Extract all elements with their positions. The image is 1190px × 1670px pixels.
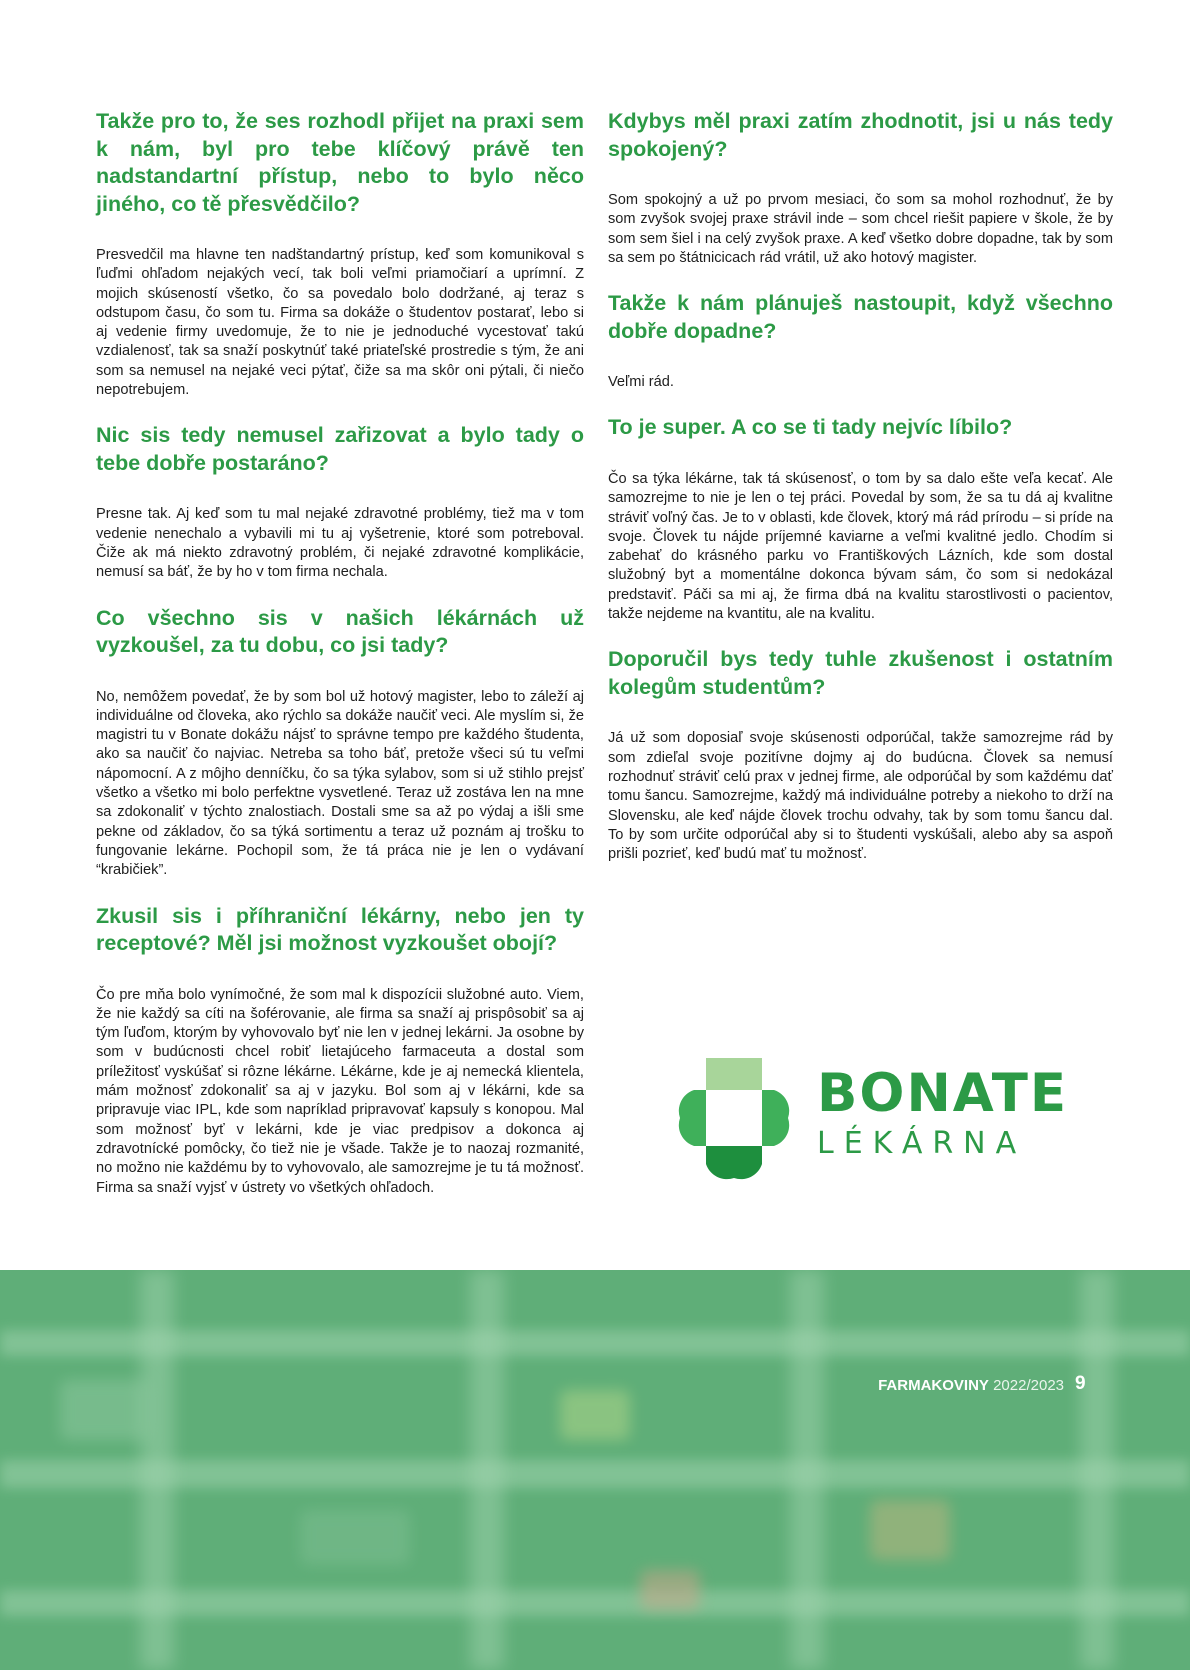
left-column: [96, 108, 584, 1220]
cross-arm-right: [762, 1090, 789, 1146]
answer-paragraph: Čo sa týka lékárne, tak tá skúsenosť, o tom by sa dalo ešte veľa kecať. Ale samozrejme to nie je len o tej práci. Povedal by som, že sa tu dá aj kvalitne stráviť voľný čas. Je to v oblasti, kde človek, ktorý má rád prírodu – si príde na svoje. Človek tu nájde príjemné kaviarne a veľmi kvalitné jedlo. Chodím si zabehať do krásného parku vo Františkových Lázních, kde som dostal služobný byt a momentálne dokonca bývam sám, čo som si nedokázal predstaviť. Páči sa mi aj, že firma dbá na kvalitu starostlivosti o pacientov, takže nejdeme na kvantitu, ale na kvalitu.: [608, 470, 1113, 623]
product-blur: [300, 1510, 410, 1565]
product-blur: [60, 1380, 150, 1440]
question-heading: Zkusil sis i příhraniční lékárny, nebo jen ty receptové? Měl jsi možnost vyzkoušet obojí?: [96, 903, 584, 956]
logo-subtitle-text: LÉKÁRNA: [817, 1126, 1027, 1161]
product-blur: [870, 1500, 950, 1560]
logo-brand-text: BONATE: [817, 1063, 1069, 1124]
shelf-blur: [0, 1460, 1190, 1488]
shelf-blur: [0, 1330, 1190, 1356]
product-blur: [640, 1570, 700, 1610]
answer-paragraph: Veľmi rád.: [608, 374, 674, 391]
shelf-post-blur: [140, 1270, 174, 1670]
magazine-year: 2022/2023: [993, 1377, 1064, 1394]
page-number: 9: [1075, 1373, 1086, 1394]
shelf-post-blur: [1080, 1270, 1114, 1670]
bonate-logo: [672, 1056, 1069, 1180]
product-blur: [560, 1390, 630, 1440]
right-column: [608, 108, 1113, 886]
pharmacy-cross-icon: [672, 1056, 796, 1180]
question-heading: Takže pro to, že ses rozhodl přijet na praxi sem k nám, byl pro tebe klíčový právě ten nadstandartní přístup, nebo to bylo něco jiného, co tě přesvědčilo?: [96, 109, 584, 216]
answer-paragraph: Já už som doposiaľ svoje skúsenosti odporúčal, takže samozrejme rád by som zdieľal svoje pozitívne dojmy aj do budúcna. Človek sa nemusí rozhodnuť stráviť celú prax v jednej firme, ale odporúčal by som každému dať tomu šancu. Samozrejme, každý má individuálne potreby a niekoho to drží na Slovensku, ale keď nájde človek trochu odvahy, tak by som tomu šancu dal. To by som určite odporúčal aby si to študenti vyskúšali, alebo aby sa aspoň prišli pozrieť, keď budú mať tu možnosť.: [608, 730, 1113, 863]
answer-paragraph: No, nemôžem povedať, že by som bol už hotový magister, lebo to záleží aj individuálne od človeka, ako rýchlo sa dokáže naučiť veci. Ale myslím si, že magistri tu v Bonate dokážu nájsť to správne tempo pre každého študenta, ako sa naučiť čo najviac. Netreba sa toho báť, pretože všeci sú tu veľmi nápomocní. A z môjho denníčku, čo sa týka sylabov, som si už stihlo prejsť všetko a všetko mi bolo perfektne vysvetlené. Teraz už zostáva len na mne sa zdokonaliť v týchto znalostiach. Dostali sme sa až po výdaj a išli sme pekne od základov, čo sa týká sortimentu a teraz už poznám aj trošku to fungovanie lekárne. Pochopil som, že tá práca nie je len o vydávaní “krabičiek”.: [96, 688, 584, 879]
shelf-post-blur: [790, 1270, 824, 1670]
answer-paragraph: Presne tak. Aj keď som tu mal nejaké zdravotné problémy, tiež ma v tom vedenie nenechalo a vybavili mi tu aj vyšetrenie, ktoré som potreboval. Čiže ak má niekto zdravotný problém, či nejaké zdravotné komplikácie, nemusí sa báť, že by ho v tom firma nechala.: [96, 506, 584, 581]
question-heading: Kdybys měl praxi zatím zhodnotit, jsi u nás tedy spokojený?: [608, 109, 1113, 161]
answer-paragraph: Som spokojný a už po prvom mesiaci, čo som sa mohol rozhodnuť, že by som zvyšok svojej praxe strávil inde – som chcel riešit papiere v škole, že by som sem šiel i na celý zvyšok praxe. A keď všetko dobre dopadne, tak by som sa sem po štátnicicach rád vrátil, už ako hotový magister.: [608, 192, 1113, 266]
shelf-post-blur: [470, 1270, 504, 1670]
answer-paragraph: Presvedčil ma hlavne ten nadštandartný prístup, keď som komunikoval s ľuďmi ohľadom nejakých vecí, tak boli veľmi priamočiarí a uprímní. Z mojich skúseností všetko, čo sa povedalo bolo dodržané, aj teraz s odstupom času, čo som tu. Firma sa dokáže o študentov postarať, lebo si aj vedenie firmy uvedomuje, že to nie je jednoduché vycestovať takú vzdialenosť, tak sa snaží poskytnúť také priateľské prostredie s tým, že ani som sa nemusel na nejaké veci pýtať, čiže sa ma skôr oni pýtali, či niečo nepotrebujem.: [96, 247, 584, 399]
magazine-name: FARMAKOVINY: [878, 1377, 989, 1394]
question-heading: Doporučil bys tedy tuhle zkušenost i ostatním kolegům studentům?: [608, 647, 1113, 699]
cross-arm-top: [706, 1058, 762, 1090]
footer-magazine: [878, 1376, 1064, 1396]
cross-arm-bottom: [706, 1146, 762, 1179]
footer-pharmacy-photo: [0, 1270, 1190, 1670]
question-heading: Nic sis tedy nemusel zařizovat a bylo tady o tebe dobře postaráno?: [96, 423, 584, 475]
cross-center: [706, 1090, 762, 1146]
answer-paragraph: Čo pre mňa bolo vynímočné, že som mal k dispozícii služobné auto. Viem, že nie každý sa cíti na šoférovanie, ale firma sa snaží aj prispôsobiť sa aj tým ľuďom, ktorým by vyhovovalo byť nie len v jednej lekárni. Ja osobne by som v budúcnosti chcel robiť lietajúceho farmaceuta a dostal som príležitosť vyskúšať si rôzne lékárne. Lékárne, kde je aj nemecká klientela, mám možnosť zdokonaliť sa aj v jazyku. Bol som aj v lékárni, kde sa pripravuje viac IPL, kde som napríklad pripravovať kapsuly s konopou. Mal som možnosť byť v lekárni, kde je viac predpisov a dokonca aj zdravotnícké pomôcky, čo tiež nie je všade. Takže je to naozaj rozmanité, no možno nie každému by to vyhovovalo, ale samozrejme je tu tá možnosť. Firma sa snaží vyjsť v ústrety vo všetkých ohľadoch.: [96, 986, 584, 1196]
shelf-blur: [0, 1590, 1190, 1616]
cross-arm-left: [679, 1090, 706, 1146]
question-heading: To je super. A co se ti tady nejvíc líbilo?: [608, 415, 1013, 440]
question-heading: Takže k nám plánuješ nastoupit, když všechno dobře dopadne?: [608, 291, 1113, 343]
question-heading: Co všechno sis v našich lékárnách už vyzkoušel, za tu dobu, co jsi tady?: [96, 605, 584, 658]
